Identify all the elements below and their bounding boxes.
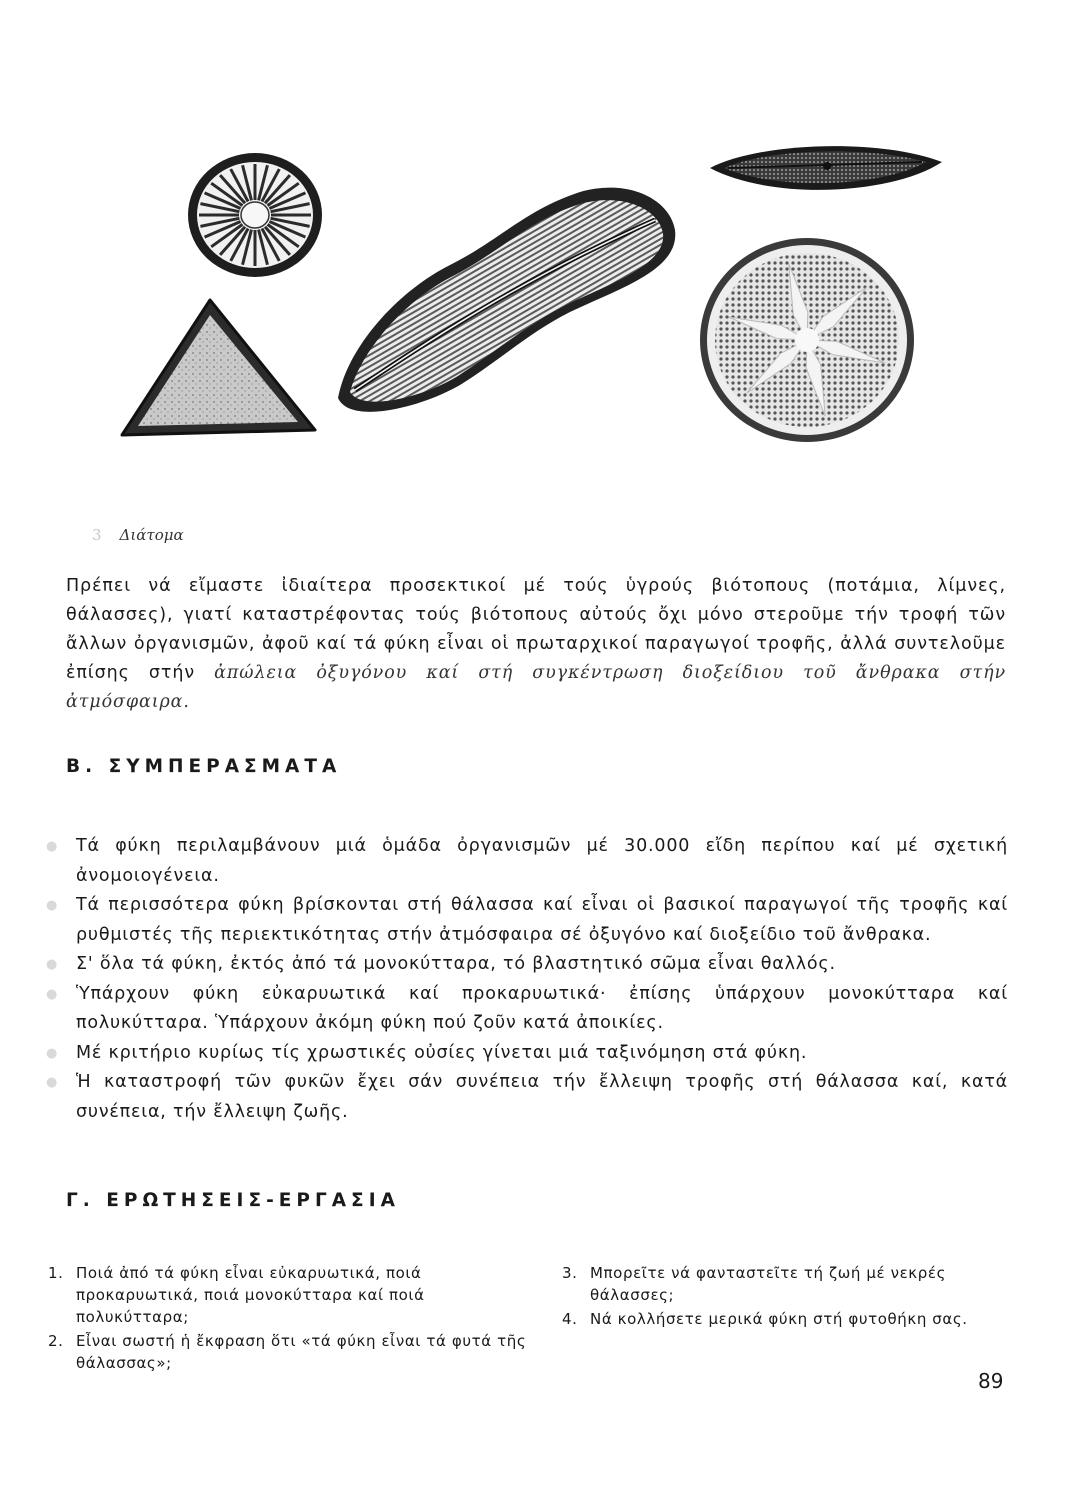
question-number: 4.: [562, 1310, 578, 1328]
question-item: [560, 1262, 1010, 1306]
list-item: [46, 1068, 1008, 1127]
bullet-icon: ●: [46, 1075, 59, 1090]
figure-number: 3: [92, 526, 102, 544]
intro-paragraph: [66, 572, 1006, 717]
question-number: 1.: [48, 1264, 64, 1282]
list-item: [46, 980, 1008, 1039]
list-item-text: Τά φύκη περιλαμβάνουν μιά ὁμάδα ὀργανισμῶν μέ 30.000 εἴδη περίπου καί μέ σχετική ἀνομοιογένεια.: [76, 836, 1008, 886]
question-number: 2.: [48, 1332, 64, 1350]
bullet-icon: ●: [46, 957, 59, 972]
list-item-text: Ὑπάρχουν φύκη εὐκαρυωτικά καί προκαρυωτικά· ἐπίσης ὑπάρχουν μονοκύτταρα καί πολυκύτταρα. Ὑπάρχουν ἀκόμη φύκη πού ζοῦν κατά ἀποικίες.: [76, 983, 1008, 1033]
list-item: [46, 1039, 1008, 1069]
conclusions-list: [46, 832, 1008, 1127]
bullet-icon: ●: [46, 898, 59, 913]
bullet-icon: ●: [46, 839, 59, 854]
diatoms-figure: [100, 140, 980, 480]
list-item-text: Σ' ὅλα τά φύκη, ἐκτός ἀπό τά μονοκύτταρα, τό βλαστητικό σῶμα εἶναι θαλλός.: [76, 954, 836, 974]
question-text: Ποιά ἀπό τά φύκη εἶναι εὐκαρυωτικά, ποιά προκαρυωτικά, ποιά μονοκύτταρα καί ποιά πολυκύτταρα;: [76, 1264, 425, 1326]
page-number: 89: [978, 1369, 1004, 1393]
list-item-text: Μέ κριτήριο κυρίως τίς χρωστικές οὐσίες γίνεται μιά ταξινόμηση στά φύκη.: [76, 1042, 808, 1063]
bullet-icon: ●: [46, 1045, 59, 1061]
question-item: [46, 1262, 536, 1328]
section-c-heading: Γ. ΕΡΩΤΗΣΕΙΣ-ΕΡΓΑΣΙΑ: [66, 1190, 400, 1211]
elongated-pennate-diatom: [338, 188, 675, 412]
list-item-text: Ἡ καταστροφή τῶν φυκῶν ἔχει σάν συνέπεια τήν ἔλλειψη τροφῆς στή θάλασσα καί, κατά συνέπεια, τήν ἔλλειψη ζωῆς.: [76, 1072, 1008, 1122]
list-item: [46, 832, 1008, 891]
question-number: 3.: [562, 1264, 578, 1282]
intro-emphasis: ἀπώλεια ὀξυγόνου καί στή συγκέντρωση διοξείδιου τοῦ ἄνθρακα στήν ἀτμόσφαιρα.: [66, 663, 1006, 712]
list-item: [46, 950, 1008, 980]
section-b-heading: Β. ΣΥΜΠΕΡΑΣΜΑΤΑ: [66, 756, 342, 777]
questions-right-column: [560, 1262, 1010, 1332]
figure-caption: [92, 526, 184, 544]
question-text: Μπορεῖτε νά φανταστεῖτε τή ζωή μέ νεκρές θάλασσες;: [590, 1264, 946, 1304]
question-text: Νά κολλήσετε μερικά φύκη στή φυτοθήκη σας.: [590, 1310, 968, 1328]
list-item: [46, 891, 1008, 950]
round-centric-diatom: [700, 238, 914, 442]
question-item: [560, 1308, 1010, 1330]
question-item: [46, 1330, 536, 1374]
lanceolate-diatom: [710, 146, 942, 190]
list-item-text: Τά περισσότερα φύκη βρίσκονται στή θάλασσα καί εἶναι οἱ βασικοί παραγωγοί τῆς τροφῆς καί ρυθμιστές τῆς περιεκτικότητας στήν ἀτμόσφαιρα σέ ὀξυγόνο καί διοξείδιο τοῦ ἄνθρακα.: [76, 895, 1008, 945]
figure-caption-text: Διάτομα: [119, 526, 184, 544]
question-text: Εἶναι σωστή ἡ ἔκφραση ὅτι «τά φύκη εἶναι τά φυτά τῆς θάλασσας»;: [76, 1332, 527, 1372]
circular-radial-diatom: [188, 153, 322, 277]
bullet-icon: ●: [46, 986, 59, 1002]
questions-left-column: [46, 1262, 536, 1376]
triangular-diatom: [122, 300, 315, 435]
intro-text: Πρέπει νά εἴμαστε ἰδιαίτερα προσεκτικοί μέ τούς ὑγρούς βιότοπους (ποτάμια, λίμνες, θάλασσες), γιατί καταστρέφοντας τούς βιότοπους αὐτούς ὄχι μόνο στεροῦμε τήν τροφή τῶν ἄλλων ὀργανισμῶν, ἀφοῦ καί τά φύκη εἶναι οἱ πρωταρχικοί παραγωγοί τροφῆς, ἀλλά συντελοῦμε ἐπίσης στήν: [66, 576, 1006, 683]
